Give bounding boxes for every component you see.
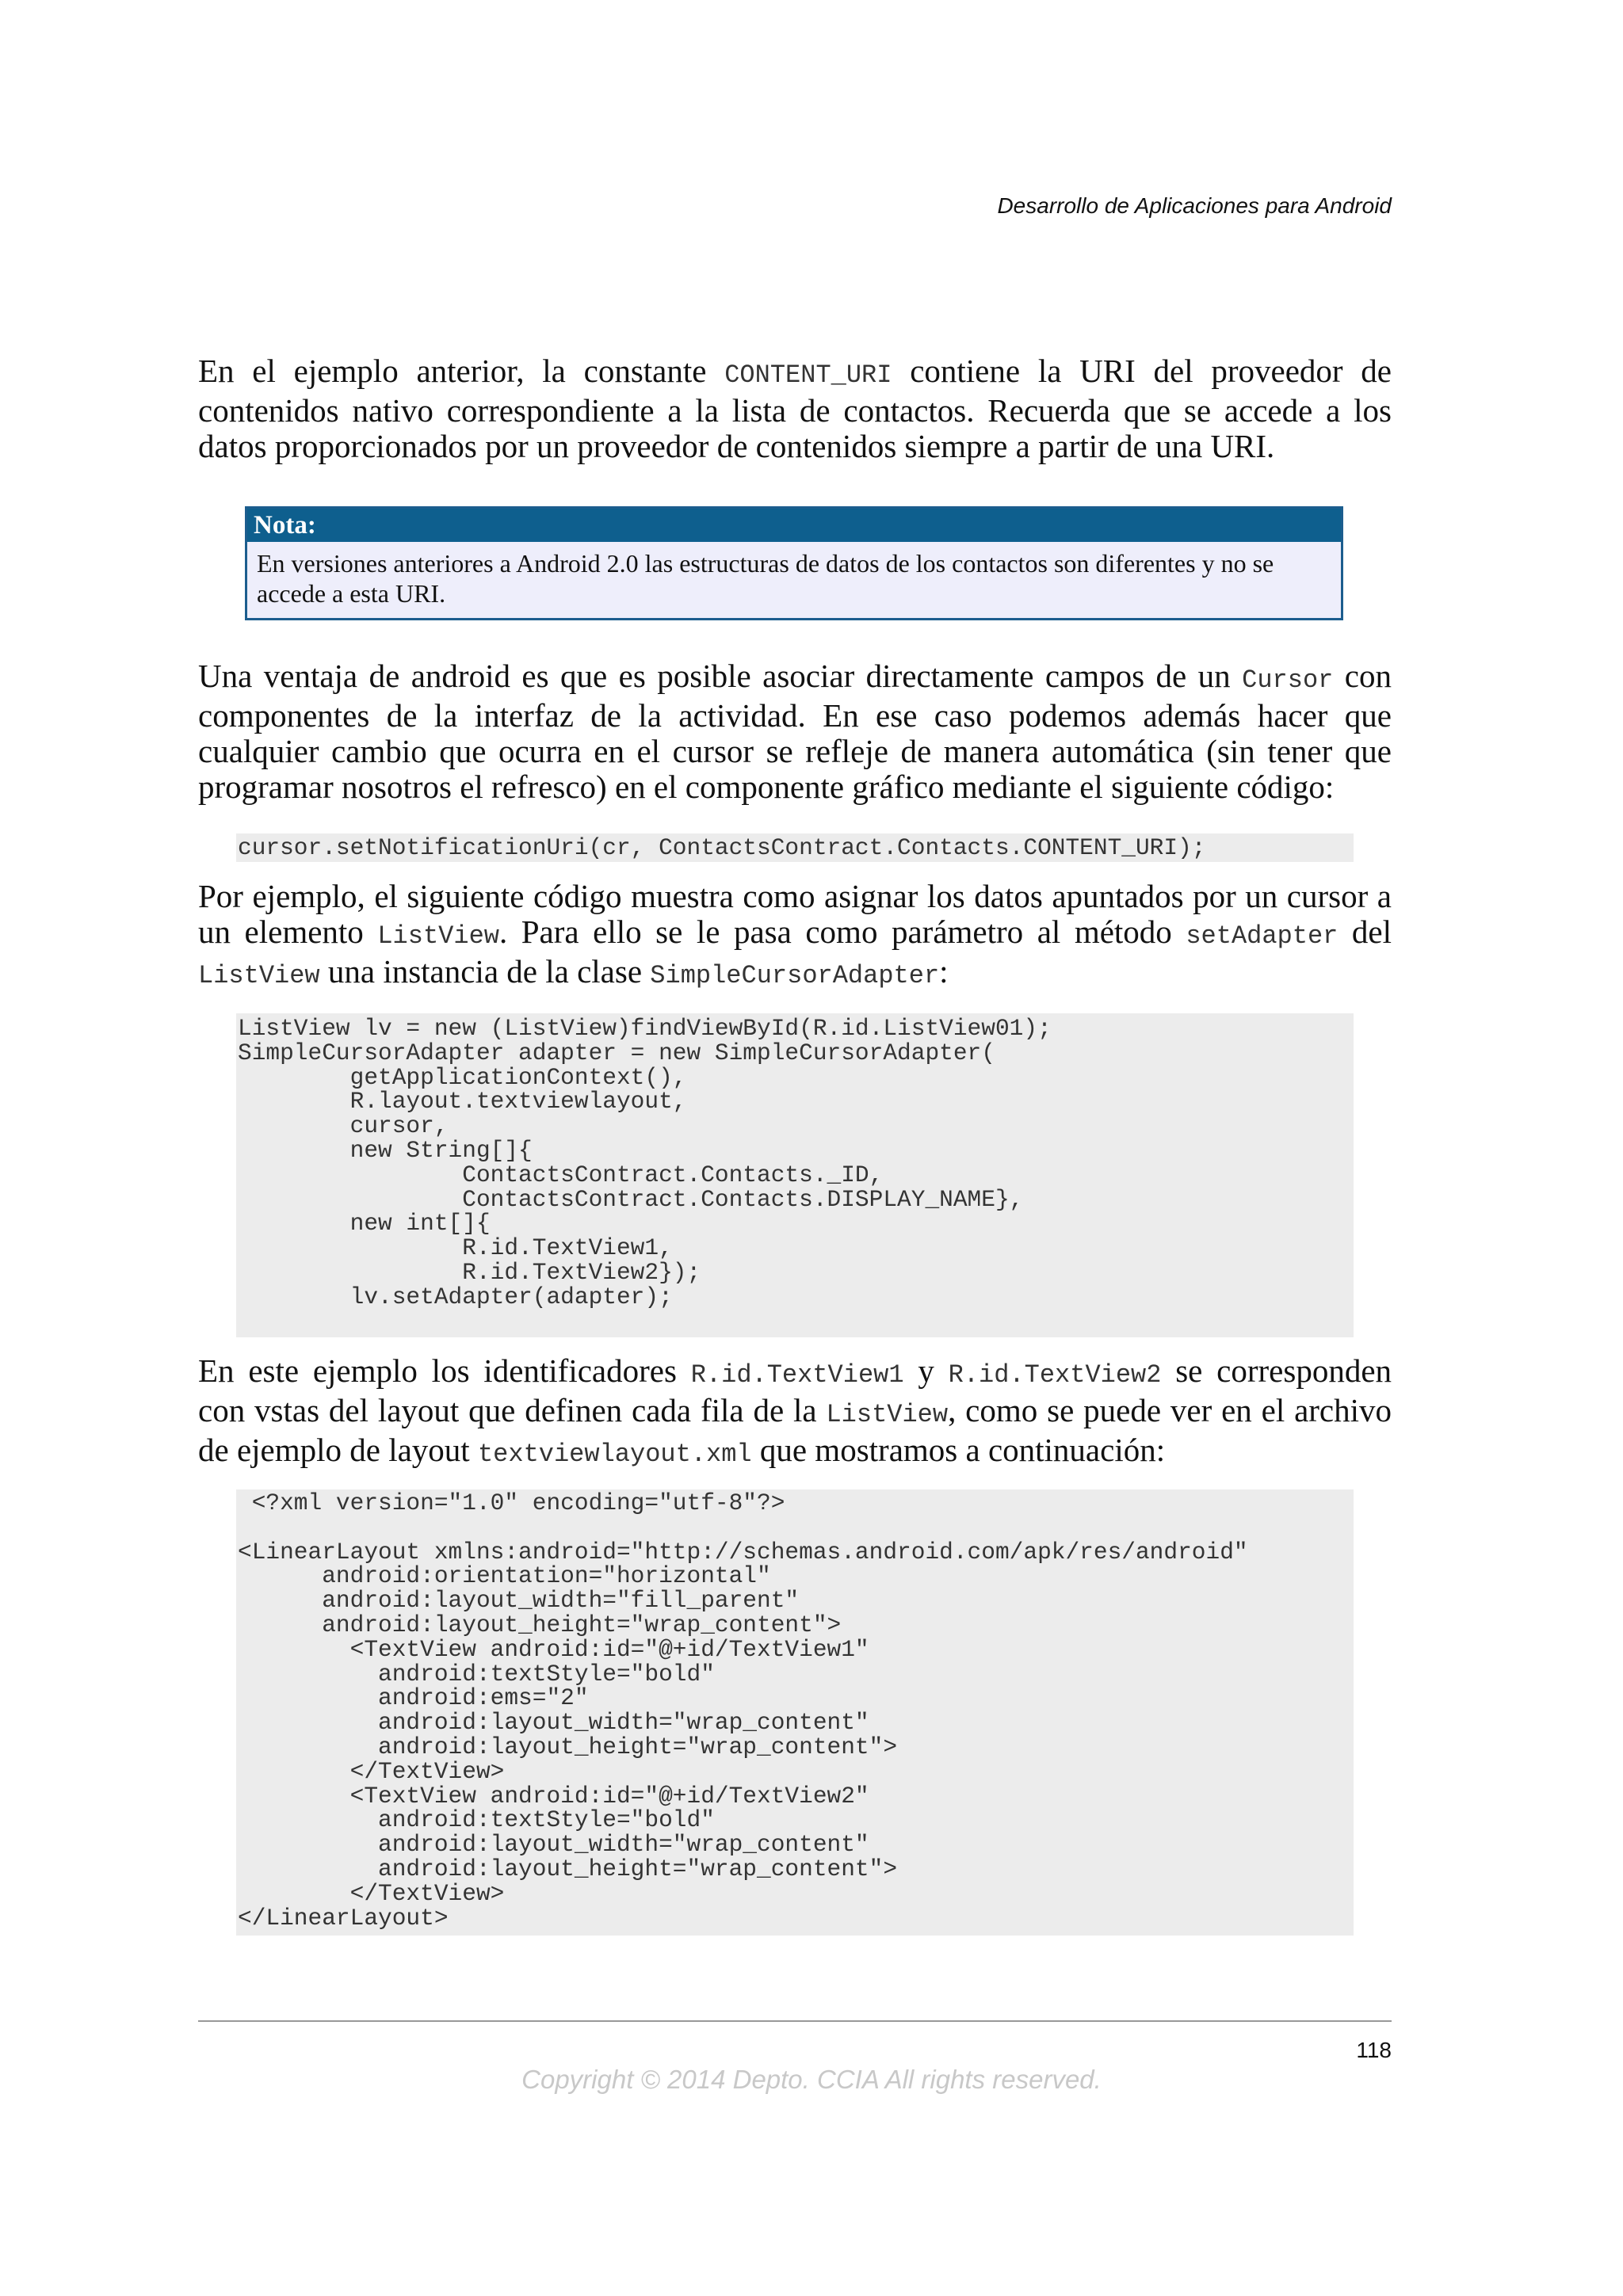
note-title: Nota:	[247, 509, 1341, 542]
paragraph-text: que mostramos a continuación:	[751, 1432, 1166, 1468]
paragraph-text: . Para ello se le pasa como parámetro al método	[498, 913, 1186, 950]
paragraph-text: con componentes de la interfaz de la actividad. En ese caso podemos además hacer que cualquier cambio que ocurra en el cursor se refleje de manera automática (sin tener que programar nosotros el refresco) en el componente gráfico mediante el siguiente código:	[198, 658, 1392, 805]
paragraph-textview-ids	[198, 1353, 1392, 1472]
paragraph-cursor-binding	[198, 658, 1392, 805]
paragraph-text: Por ejemplo, el siguiente código muestra como asignar los datos apuntados por un cursor a un elemento	[198, 878, 1392, 950]
inline-code: setAdapter	[1186, 921, 1338, 951]
code-block-notification-uri: cursor.setNotificationUri(cr, ContactsContract.Contacts.CONTENT_URI);	[236, 833, 1354, 862]
inline-code: R.id.TextView2	[948, 1360, 1162, 1390]
code-block-simple-cursor-adapter: ListView lv = new (ListView)findViewById(R.id.ListView01); SimpleCursorAdapter adapter = new SimpleCursorAdapter( getApplicationContext(), R.layout.textviewlayout, cursor, new String[]{ ContactsContract.Contacts._ID, ContactsContract.Contacts.DISPLAY_NAME}, new int[]{ R.id.TextView1, R.id.TextView2}); lv.setAdapter(adapter);	[236, 1013, 1354, 1337]
footer-divider	[198, 2020, 1392, 2022]
copyright-notice: Copyright © 2014 Depto. CCIA All rights reserved.	[521, 2065, 1102, 2094]
paragraph-text: , como se puede ver en el archivo de ejemplo de layout	[198, 1392, 1392, 1468]
paragraph-text: Una ventaja de android es que es posible asociar directamente campos de un	[198, 658, 1243, 694]
paragraph-text: :	[939, 953, 949, 990]
paragraph-text: una instancia de la clase	[319, 953, 651, 990]
paragraph-listview-adapter	[198, 879, 1392, 994]
paragraph-text: se corresponden con vstas del layout que definen cada fila de la	[198, 1352, 1392, 1428]
inline-code: ListView	[198, 961, 320, 990]
code-block-layout-xml: <?xml version="1.0" encoding="utf-8"?> <LinearLayout xmlns:android="http://schemas.android.com/apk/res/android" android:orientation="horizontal" android:layout_width="fill_parent" android:layout_height="wrap_content"> <TextView android:id="@+id/TextView1" android:textStyle="bold" android:ems="2" android:layout_width="wrap_content" android:layout_height="wrap_content"> </TextView> <TextView android:id="@+id/TextView2" android:textStyle="bold" android:layout_width="wrap_content" android:layout_height="wrap_content"> </TextView> </LinearLayout>	[236, 1489, 1354, 1936]
inline-code: ListView	[377, 921, 499, 951]
note-text: En versiones anteriores a Android 2.0 las estructuras de datos de los contactos son diferentes y no se accede a esta URI.	[257, 549, 1274, 608]
note-box	[245, 506, 1343, 620]
inline-code: Cursor	[1242, 666, 1334, 695]
paragraph-content-uri	[198, 353, 1392, 464]
paragraph-text: contiene la URI del proveedor de contenidos nativo correspondiente a la lista de contactos. Recuerda que se accede a los datos proporcionados por un proveedor de contenidos siempre a partir de una URI.	[198, 353, 1392, 464]
inline-code: textviewlayout.xml	[477, 1440, 752, 1469]
inline-code: ListView	[826, 1400, 949, 1429]
page-number: 118	[1356, 2038, 1392, 2062]
inline-code: SimpleCursorAdapter	[650, 961, 940, 990]
running-header: Desarrollo de Aplicaciones para Android	[997, 193, 1392, 218]
inline-code: R.id.TextView1	[690, 1360, 904, 1390]
paragraph-text: En el ejemplo anterior, la constante	[198, 353, 725, 389]
paragraph-text: del	[1338, 913, 1392, 950]
inline-code: CONTENT_URI	[724, 360, 892, 390]
paragraph-text: y	[903, 1352, 949, 1389]
paragraph-text: En este ejemplo los identificadores	[198, 1352, 691, 1389]
